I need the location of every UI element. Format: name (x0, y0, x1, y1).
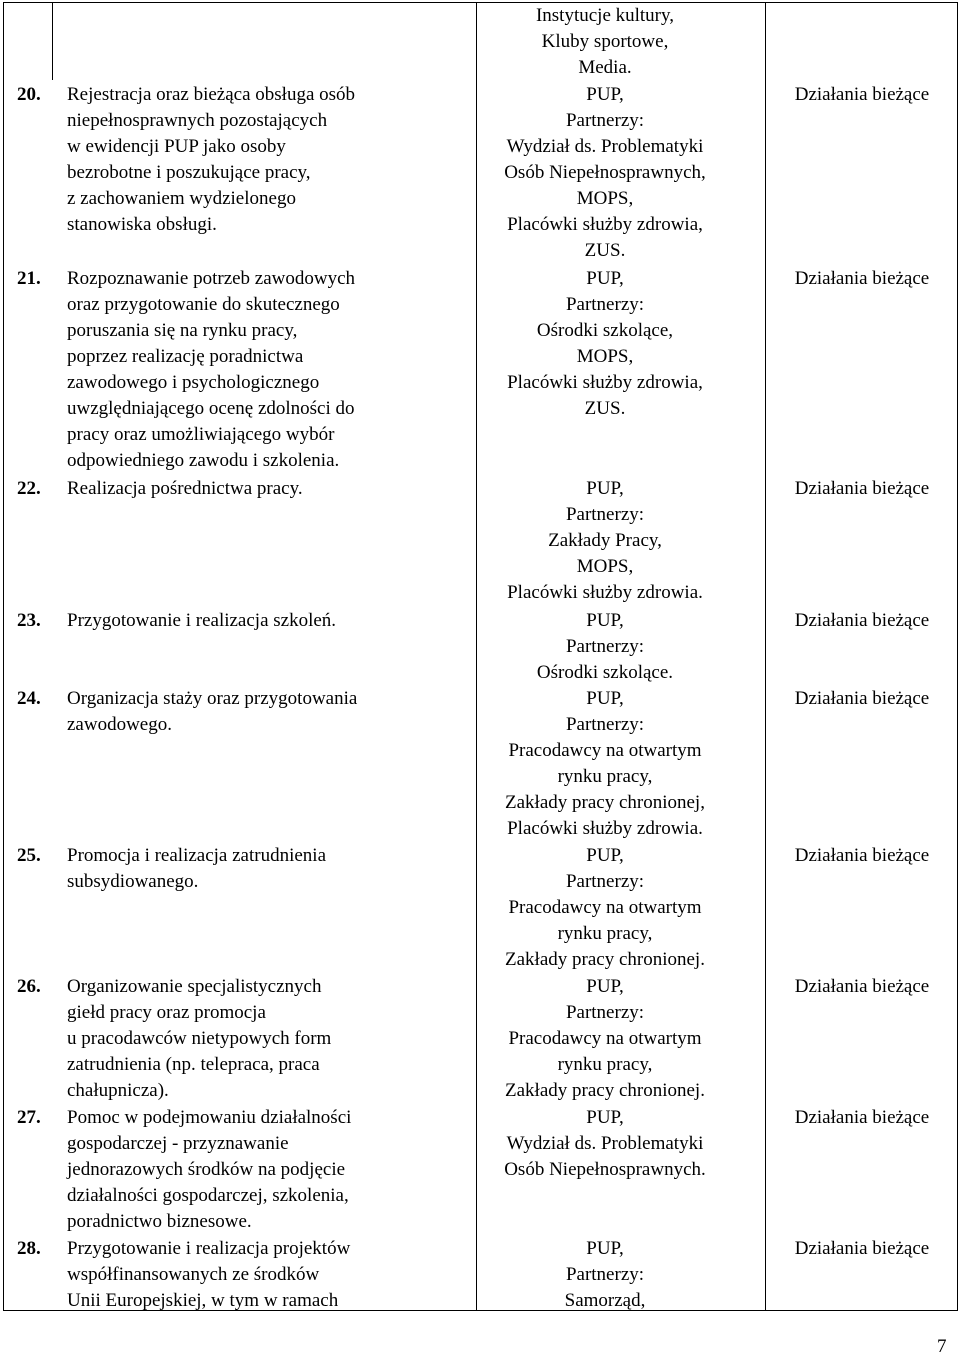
row-term: Działania bieżące (794, 610, 930, 631)
row-partners: PUP, Partnerzy: Zakłady Pracy, MOPS, Placówki służby zdrowia. (507, 478, 703, 603)
row-term: Działania bieżące (794, 478, 930, 499)
row-description: Pomoc w podejmowaniu działalności gospodarczej - przyznawanie jednorazowych środków na podjęcie działalności gospodarczej, szkolenia, poradnictwo biznesowe. (67, 1107, 352, 1232)
row-number: 25. (17, 845, 41, 866)
row-partners: PUP, Wydział ds. Problematyki Osób Niepełnosprawnych. (504, 1107, 706, 1180)
row-number: 24. (17, 688, 41, 709)
row-description: Przygotowanie i realizacja projektów współfinansowanych ze środków Unii Europejskiej, w tym w ramach (67, 1238, 351, 1311)
row-number: 27. (17, 1107, 41, 1128)
row-number: 20. (17, 84, 41, 105)
row-term: Działania bieżące (794, 84, 930, 105)
row-description: Organizowanie specjalistycznych giełd pracy oraz promocja u pracodawców nietypowych form zatrudnienia (np. telepraca, praca chałupnicza). (67, 976, 332, 1101)
column-divider-number (52, 2, 53, 80)
row-term: Działania bieżące (794, 688, 930, 709)
row-partners: PUP, Partnerzy: Ośrodki szkolące, MOPS, Placówki służby zdrowia, ZUS. (507, 268, 703, 419)
row-description: Rejestracja oraz bieżąca obsługa osób niepełnosprawnych pozostających w ewidencji PUP jako osoby bezrobotne i poszukujące pracy, z zachowaniem wydzielonego stanowiska obsługi. (67, 84, 356, 235)
preceding-partners: Instytucje kultury, Kluby sportowe, Media. (535, 5, 675, 78)
row-description: Realizacja pośrednictwa pracy. (67, 478, 303, 499)
row-term: Działania bieżące (794, 1238, 930, 1259)
column-divider-partners (765, 2, 766, 1311)
row-partners: PUP, Partnerzy: Pracodawcy na otwartym rynku pracy, Zakłady pracy chronionej, Placówki służby zdrowia. (505, 688, 705, 839)
row-number: 21. (17, 268, 41, 289)
row-number: 26. (17, 976, 41, 997)
row-term: Działania bieżące (794, 268, 930, 289)
row-description: Organizacja staży oraz przygotowania zawodowego. (67, 688, 358, 735)
row-description: Promocja i realizacja zatrudnienia subsydiowanego. (67, 845, 327, 892)
table-border-left (3, 2, 4, 1311)
row-partners: PUP, Partnerzy: Samorząd, (564, 1238, 646, 1311)
row-partners: PUP, Partnerzy: Pracodawcy na otwartym rynku pracy, Zakłady pracy chronionej. (505, 845, 705, 970)
row-description: Przygotowanie i realizacja szkoleń. (67, 610, 337, 631)
row-term: Działania bieżące (794, 976, 930, 997)
row-partners: PUP, Partnerzy: Ośrodki szkolące. (536, 610, 674, 683)
row-number: 22. (17, 478, 41, 499)
column-divider-description (476, 2, 477, 1311)
row-number: 28. (17, 1238, 41, 1259)
table-border-right (957, 2, 958, 1311)
page-number: 7 (937, 1336, 947, 1357)
row-description: Rozpoznawanie potrzeb zawodowych oraz przygotowanie do skutecznego poruszania się na rynku pracy, poprzez realizację poradnictwa zawodowego i psychologicznego uwzględniającego ocenę zdolności do pracy oraz umożliwiającego wybór odpowiedniego zawodu i szkolenia. (67, 268, 356, 471)
row-partners: PUP, Partnerzy: Pracodawcy na otwartym rynku pracy, Zakłady pracy chronionej. (505, 976, 705, 1101)
row-term: Działania bieżące (794, 1107, 930, 1128)
row-number: 23. (17, 610, 41, 631)
row-partners: PUP, Partnerzy: Wydział ds. Problematyki Osób Niepełnosprawnych, MOPS, Placówki służby zdrowia, ZUS. (504, 84, 706, 261)
row-term: Działania bieżące (794, 845, 930, 866)
table-border-top (3, 2, 958, 3)
